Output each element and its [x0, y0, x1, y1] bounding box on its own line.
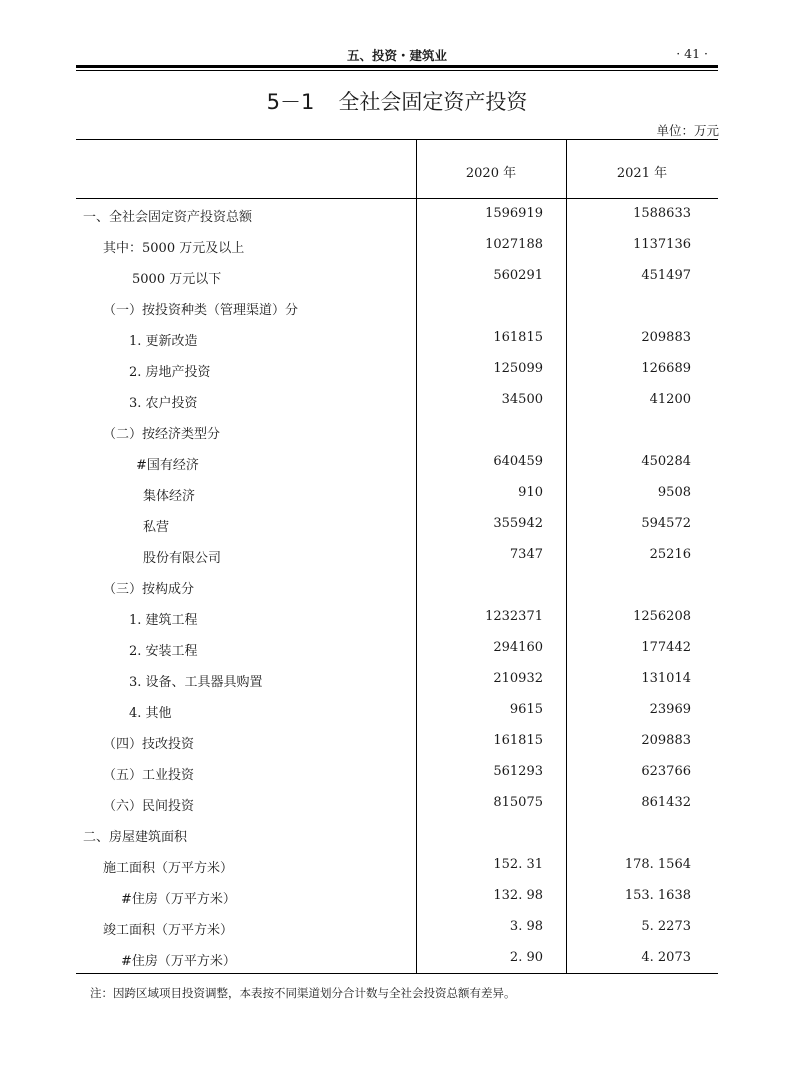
table-row — [76, 578, 718, 598]
table-row — [76, 237, 718, 257]
row-label: 2. 安装工程 — [129, 644, 198, 659]
table-row — [76, 857, 718, 877]
value-2021: 594572 — [641, 516, 691, 531]
table-row — [76, 299, 718, 319]
row-label: 1. 更新改造 — [129, 334, 198, 349]
header-separator — [76, 198, 718, 199]
section-title: 五、投资・建筑业 — [346, 48, 447, 63]
value-2020: 640459 — [493, 454, 543, 469]
value-2020: 152. 31 — [493, 857, 543, 872]
value-2021: 4. 2073 — [641, 950, 691, 965]
table-number: 5－1 — [266, 90, 315, 114]
value-2021: 25216 — [649, 547, 691, 562]
value-2021: 1137136 — [633, 237, 691, 252]
table-title-text: 全社会固定资产投资 — [338, 90, 528, 114]
table-row — [76, 206, 718, 226]
value-2021: 126689 — [641, 361, 691, 376]
table-row — [76, 640, 718, 660]
value-2020: 815075 — [493, 795, 543, 810]
row-label: #住房（万平方米） — [121, 892, 236, 907]
value-2021: 623766 — [641, 764, 691, 779]
page-number: · 41 · — [676, 46, 708, 61]
table-row — [76, 826, 718, 846]
value-2020: 34500 — [501, 392, 543, 407]
row-label: （二）按经济类型分 — [103, 427, 221, 442]
row-label: （一）按投资种类（管理渠道）分 — [103, 303, 299, 318]
value-2021: 178. 1564 — [624, 857, 691, 872]
value-2020: 1596919 — [485, 206, 543, 221]
header-rule-thin — [76, 70, 718, 71]
table-row — [76, 950, 718, 970]
value-2020: 161815 — [493, 330, 543, 345]
row-label: （三）按构成分 — [103, 582, 195, 597]
table-row — [76, 609, 718, 629]
row-label: 其中：5000 万元及以上 — [103, 241, 245, 256]
row-label: （五）工业投资 — [103, 768, 195, 783]
row-label: 2. 房地产投资 — [129, 365, 211, 380]
value-2021: 1256208 — [633, 609, 691, 624]
value-2020: 3. 98 — [509, 919, 543, 934]
header-rule-thick — [76, 65, 718, 68]
row-label: 竣工面积（万平方米） — [103, 923, 234, 938]
table-row — [76, 702, 718, 722]
value-2021: 209883 — [641, 733, 691, 748]
value-2021: 153. 1638 — [624, 888, 691, 903]
table-row — [76, 485, 718, 505]
value-2021: 209883 — [641, 330, 691, 345]
table-row — [76, 547, 718, 567]
row-label: #住房（万平方米） — [121, 954, 236, 969]
row-label: （六）民间投资 — [103, 799, 195, 814]
row-label: 施工面积（万平方米） — [103, 861, 234, 876]
table-row — [76, 361, 718, 381]
column-header-2021: 2021 年 — [616, 166, 668, 181]
table-row — [76, 919, 718, 939]
table-bottom-rule — [76, 973, 718, 974]
value-2021: 1588633 — [633, 206, 691, 221]
value-2021: 177442 — [641, 640, 691, 655]
row-label: 股份有限公司 — [143, 551, 222, 566]
table-row — [76, 423, 718, 443]
unit-label: 单位：万元 — [656, 123, 719, 138]
value-2020: 125099 — [493, 361, 543, 376]
footnote: 注：因跨区域项目投资调整，本表按不同渠道划分合计数与全社会投资总额有差异。 — [90, 986, 516, 1000]
table-row — [76, 516, 718, 536]
value-2020: 1027188 — [485, 237, 543, 252]
row-label: （四）技改投资 — [103, 737, 195, 752]
table-row — [76, 888, 718, 908]
value-2021: 450284 — [641, 454, 691, 469]
table-top-rule — [76, 139, 718, 140]
column-header-2020: 2020 年 — [465, 166, 517, 181]
value-2020: 9615 — [509, 702, 543, 717]
row-label: 3. 农户投资 — [129, 396, 198, 411]
value-2021: 451497 — [641, 268, 691, 283]
row-label: 二、房屋建筑面积 — [83, 830, 188, 845]
value-2021: 23969 — [649, 702, 691, 717]
value-2021: 41200 — [649, 392, 691, 407]
table-title — [76, 86, 718, 116]
row-label: 私营 — [143, 520, 170, 535]
table-row — [76, 671, 718, 691]
value-2020: 161815 — [493, 733, 543, 748]
value-2020: 7347 — [509, 547, 543, 562]
value-2020: 560291 — [493, 268, 543, 283]
value-2020: 132. 98 — [493, 888, 543, 903]
row-label: 1. 建筑工程 — [129, 613, 198, 628]
row-label: 3. 设备、工具器具购置 — [129, 675, 263, 690]
row-label: 5000 万元以下 — [132, 272, 222, 287]
table-row — [76, 795, 718, 815]
value-2021: 861432 — [641, 795, 691, 810]
value-2020: 355942 — [493, 516, 543, 531]
running-header — [76, 46, 718, 62]
row-label: #国有经济 — [136, 458, 199, 473]
value-2021: 131014 — [641, 671, 691, 686]
table-row — [76, 764, 718, 784]
row-label: 一、全社会固定资产投资总额 — [83, 210, 253, 225]
value-2020: 294160 — [493, 640, 543, 655]
value-2021: 5. 2273 — [641, 919, 691, 934]
row-label: 4. 其他 — [129, 706, 172, 721]
row-label: 集体经济 — [143, 489, 196, 504]
value-2020: 910 — [518, 485, 543, 500]
value-2020: 210932 — [493, 671, 543, 686]
table-row — [76, 392, 718, 412]
value-2020: 2. 90 — [509, 950, 543, 965]
table-row — [76, 733, 718, 753]
value-2021: 9508 — [657, 485, 691, 500]
value-2020: 1232371 — [485, 609, 543, 624]
table-row — [76, 454, 718, 474]
table-row — [76, 330, 718, 350]
table-row — [76, 268, 718, 288]
value-2020: 561293 — [493, 764, 543, 779]
